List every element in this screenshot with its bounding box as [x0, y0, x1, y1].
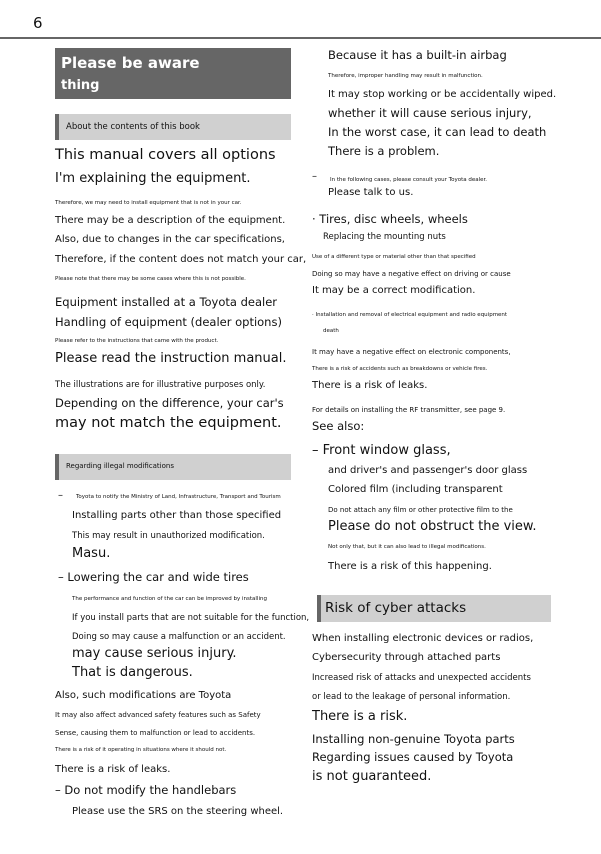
text-line: – Front window glass,	[312, 443, 451, 458]
section-cyber-header	[317, 595, 551, 622]
text-line: If you install parts that are not suitable for the function,	[72, 613, 310, 623]
text-line: Installing parts other than those specified	[72, 510, 282, 521]
text-line: Also, due to changes in the car specifications,	[55, 234, 285, 245]
text-line: There is a risk of accidents such as breakdowns or vehicle fires.	[312, 366, 488, 372]
text-line: death	[323, 328, 339, 334]
text-line: Please use the SRS on the steering wheel.	[72, 806, 284, 817]
section-about-title: About the contents of this book	[66, 122, 200, 132]
text-line: may not match the equipment.	[55, 415, 282, 431]
text-line: Regarding issues caused by Toyota	[312, 750, 514, 764]
text-line: or lead to the leakage of personal information.	[312, 692, 511, 702]
text-line: I'm explaining the equipment.	[55, 171, 251, 186]
section-illegal-header	[55, 454, 291, 480]
page-number: 6	[33, 14, 43, 32]
text-line: Please refer to the instructions that came with the product.	[55, 338, 219, 344]
text-line: and driver's and passenger's door glass	[328, 465, 528, 476]
text-line: – Lowering the car and wide tires	[58, 570, 249, 584]
text-line: Handling of equipment (dealer options)	[55, 315, 282, 329]
text-line: – Do not modify the handlebars	[55, 783, 237, 797]
text-line: Because it has a built-in airbag	[328, 48, 507, 62]
text-line: Toyota to notify the Ministry of Land, Infrastructure, Transport and Tourism	[76, 494, 281, 500]
text-line: For details on installing the RF transmitter, see page 9.	[312, 406, 506, 414]
text-line: There is a risk of this happening.	[328, 561, 492, 572]
text-line: This manual covers all options	[55, 147, 276, 163]
text-line: There is a problem.	[328, 144, 440, 158]
section-cyber-title: Risk of cyber attacks	[325, 600, 467, 616]
text-line: Sense, causing them to malfunction or lead to accidents.	[55, 729, 256, 737]
text-line: Therefore, improper handling may result in malfunction.	[328, 73, 483, 79]
text-line: The illustrations are for illustrative purposes only.	[55, 380, 266, 390]
text-line: Do not attach any film or other protective film to the	[328, 506, 513, 514]
text-line: The performance and function of the car can be improved by installing	[72, 596, 267, 602]
text-line: There is a risk of leaks.	[312, 380, 428, 391]
text-line: whether it will cause serious injury,	[328, 106, 532, 120]
page-title-line2: thing	[61, 78, 100, 93]
text-line: In the worst case, it can lead to death	[328, 125, 547, 139]
text-line: Please read the instruction manual.	[55, 351, 287, 366]
text-line: Doing so may cause a malfunction or an accident.	[72, 632, 286, 642]
text-line: Replacing the mounting nuts	[323, 232, 446, 242]
text-line: It may also affect advanced safety features such as Safety	[55, 711, 261, 719]
text-line: · Installation and removal of electrical equipment and radio equipment	[312, 312, 508, 318]
text-line: It may be a correct modification.	[312, 285, 476, 296]
header-rule	[0, 37, 601, 39]
text-line: may cause serious injury.	[72, 646, 237, 661]
text-line: Therefore, we may need to install equipment that is not in your car.	[55, 200, 242, 206]
text-line: It may have a negative effect on electronic components,	[312, 348, 511, 356]
text-line: Increased risk of attacks and unexpected accidents	[312, 673, 531, 683]
text-line: Also, such modifications are Toyota	[55, 690, 232, 701]
section-about-header	[55, 114, 291, 140]
text-line: There is a risk.	[312, 709, 408, 724]
text-line: There may be a description of the equipment.	[55, 215, 286, 226]
text-line: · Tires, disc wheels, wheels	[312, 212, 468, 226]
text-line: is not guaranteed.	[312, 769, 432, 784]
page-title-box	[55, 48, 291, 99]
text-line: Depending on the difference, your car's	[55, 396, 284, 410]
text-line: Please talk to us.	[328, 187, 414, 198]
text-line: See also:	[312, 419, 365, 433]
text-line: Therefore, if the content does not match your car,	[55, 254, 307, 265]
text-line: That is dangerous.	[72, 665, 193, 680]
text-line: Please do not obstruct the view.	[328, 519, 537, 534]
text-line: In the following cases, please consult your Toyota dealer.	[330, 177, 488, 183]
text-line: There is a risk of leaks.	[55, 764, 171, 775]
page-title-line1: Please be aware	[61, 54, 200, 72]
text-line: There is a risk of it operating in situations where it should not.	[55, 747, 227, 753]
dash-marker: –	[58, 490, 63, 501]
text-line: Doing so may have a negative effect on driving or cause	[312, 270, 511, 278]
text-line: Colored film (including transparent	[328, 484, 503, 495]
text-line: When installing electronic devices or radios,	[312, 633, 534, 644]
text-line: Please note that there may be some cases where this is not possible.	[55, 276, 246, 282]
section-illegal-title: Regarding illegal modifications	[66, 462, 174, 470]
dash-marker: –	[312, 171, 317, 182]
text-line: Installing non-genuine Toyota parts	[312, 732, 515, 746]
text-line: Masu.	[72, 546, 111, 561]
text-line: It may stop working or be accidentally wiped.	[328, 89, 557, 100]
text-line: This may result in unauthorized modification.	[72, 531, 265, 541]
text-line: Not only that, but it can also lead to illegal modifications.	[328, 544, 486, 550]
text-line: Equipment installed at a Toyota dealer	[55, 295, 278, 309]
text-line: Use of a different type or material other than that specified	[312, 254, 476, 260]
text-line: Cybersecurity through attached parts	[312, 652, 501, 663]
